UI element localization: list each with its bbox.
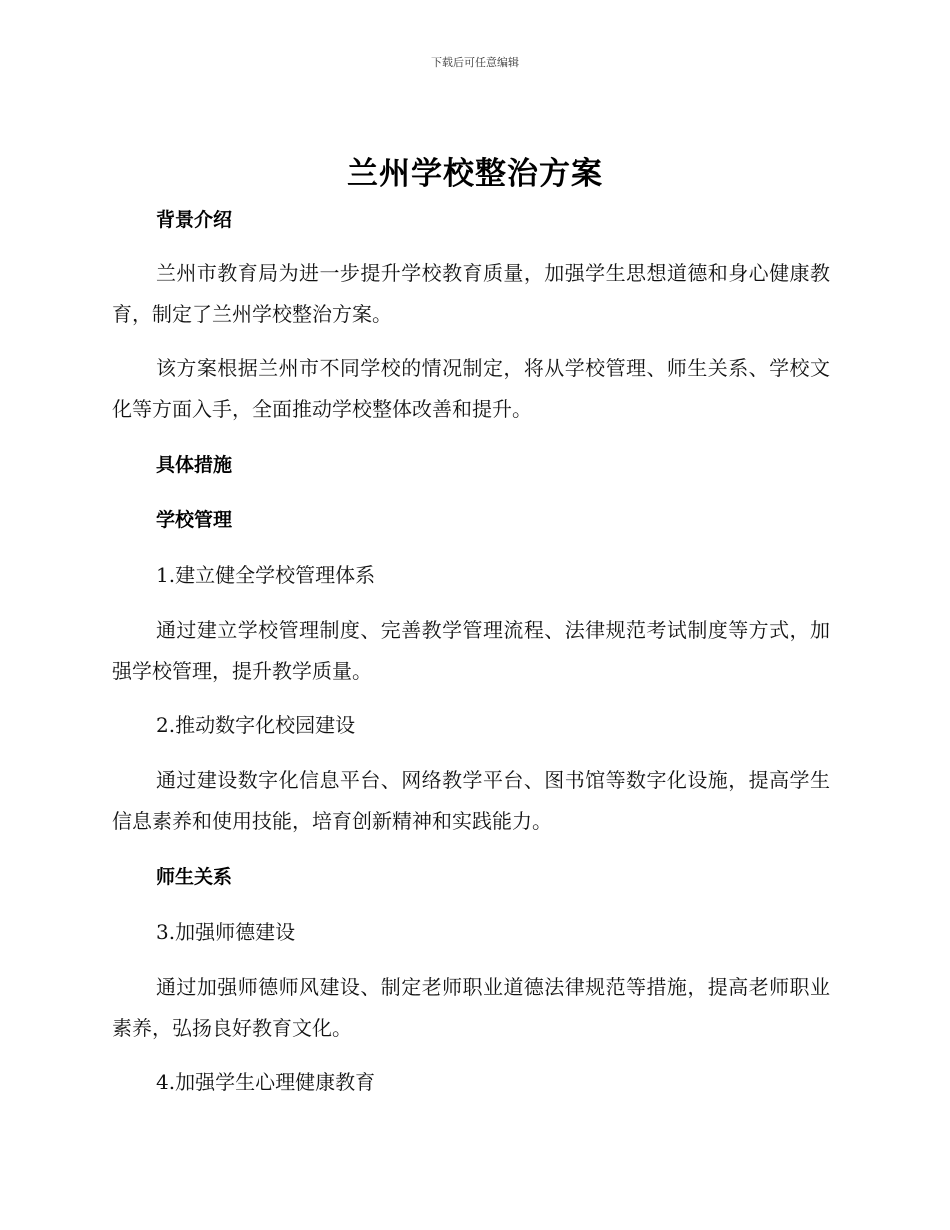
section-heading-background: 背景介绍 (156, 209, 233, 231)
item-3-title: 3.加强师德建设 (156, 920, 296, 944)
document-title: 兰州学校整治方案 (347, 156, 603, 192)
item-2-title: 2.推动数字化校园建设 (156, 713, 356, 737)
item-3-body: 通过加强师德师风建设、制定老师职业道德法律规范等措施，提高老师职业素养，弘扬良好教育文化。 (112, 975, 830, 1040)
paragraph-background-2: 该方案根据兰州市不同学校的情况制定，将从学校管理、师生关系、学校文化等方面入手，全面推动学校整体改善和提升。 (112, 356, 830, 421)
subsection-heading-school-management: 学校管理 (156, 509, 233, 531)
section-heading-measures: 具体措施 (156, 454, 233, 476)
document-body (112, 200, 830, 1102)
header-note: 下载后可任意编辑 (431, 56, 519, 69)
item-4-title: 4.加强学生心理健康教育 (156, 1070, 376, 1094)
item-1-title: 1.建立健全学校管理体系 (156, 563, 376, 587)
item-2-body: 通过建设数字化信息平台、网络教学平台、图书馆等数字化设施，提高学生信息素养和使用技能，培育创新精神和实践能力。 (112, 768, 830, 833)
item-1-body: 通过建立学校管理制度、完善教学管理流程、法律规范考试制度等方式，加强学校管理，提升教学质量。 (112, 618, 830, 683)
subsection-heading-teacher-student: 师生关系 (156, 866, 233, 888)
paragraph-background-1: 兰州市教育局为进一步提升学校教育质量，加强学生思想道德和身心健康教育，制定了兰州学校整治方案。 (112, 261, 830, 326)
